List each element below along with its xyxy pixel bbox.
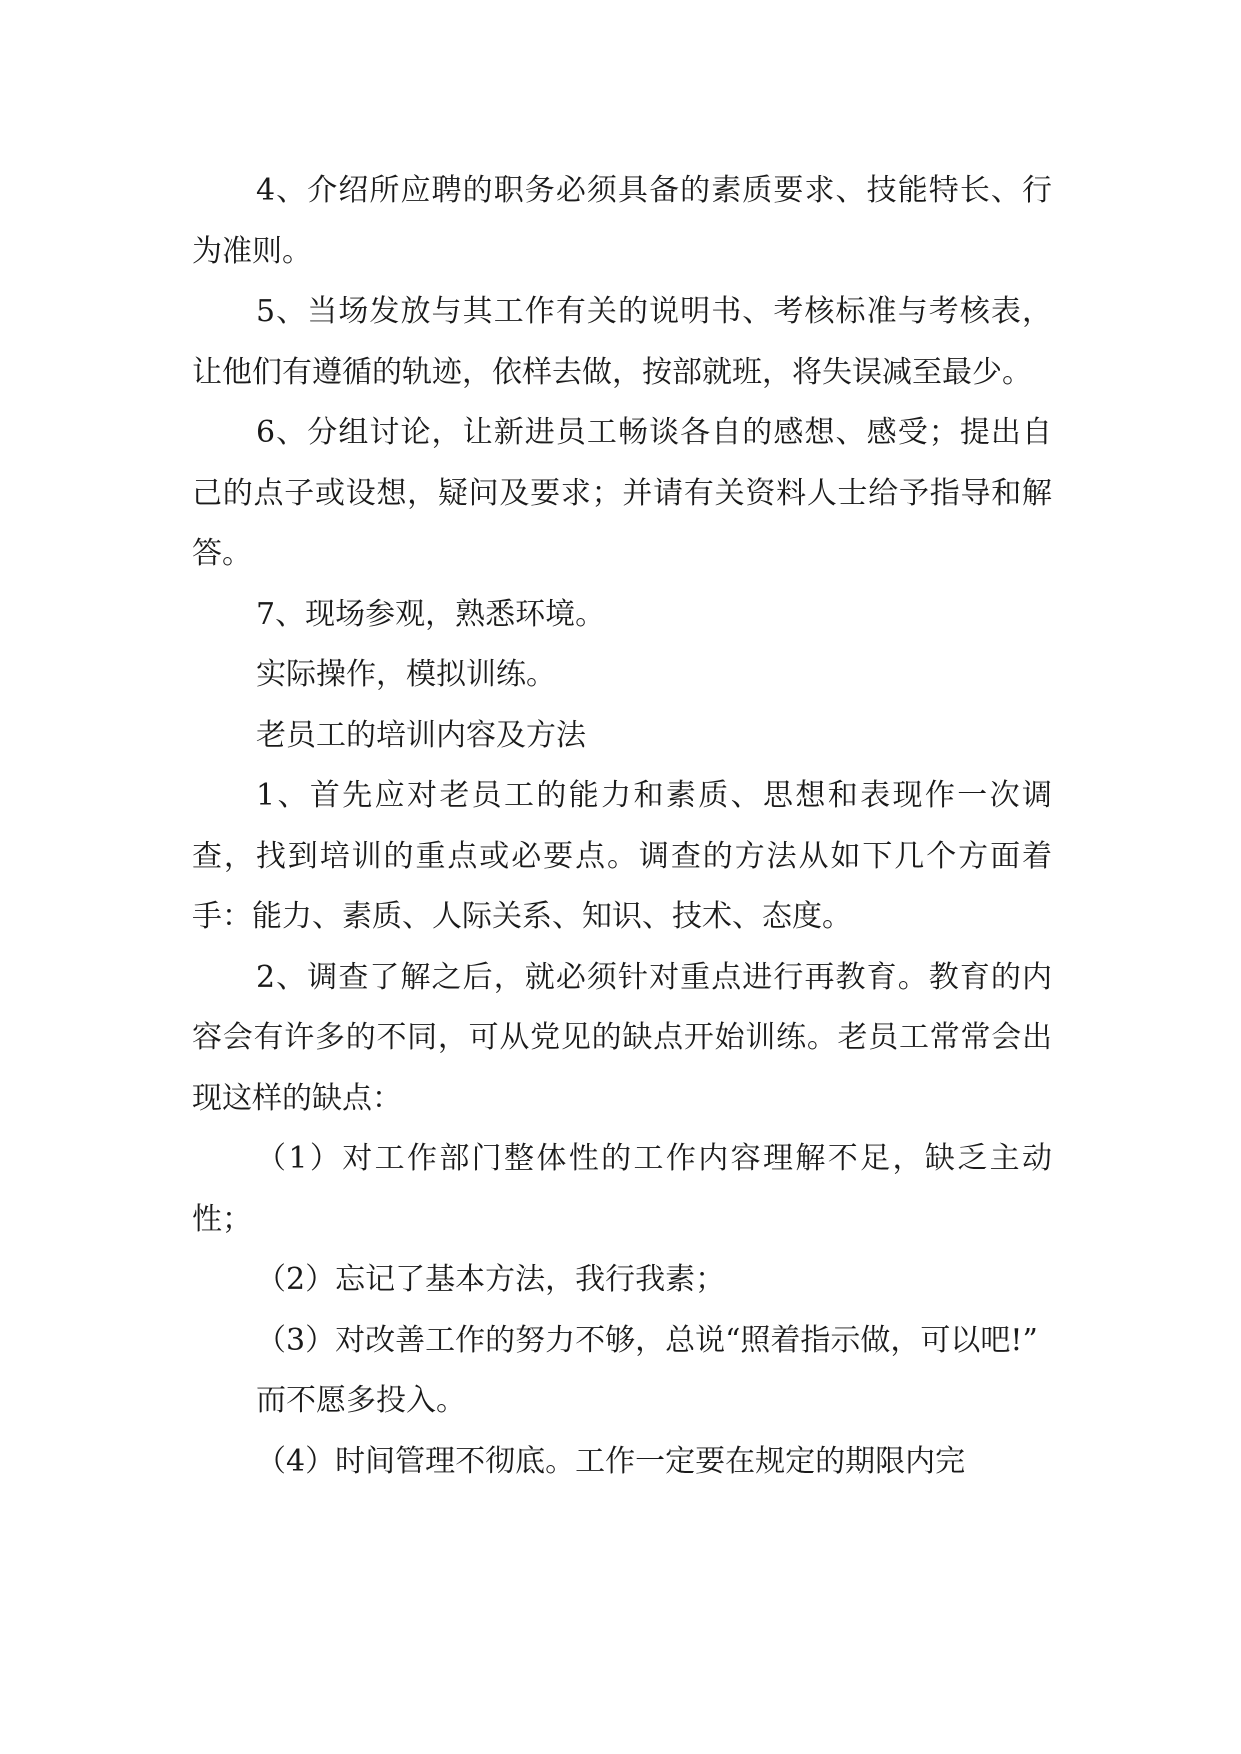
paragraph-veteran-1: 1、首先应对老员工的能力和素质、思想和表现作一次调查，找到培训的重点或必要点。调查的方法从如下几个方面着手：能力、素质、人际关系、知识、技术、态度。 — [192, 778, 1052, 934]
paragraph-item-5: 5、当场发放与其工作有关的说明书、考核标准与考核表，让他们有遵循的轨迹，依样去做，按部就班，将失误减至最少。 — [192, 294, 1052, 390]
paragraph-shortcoming-4: （4）时间管理不彻底。工作一定要在规定的期限内完 — [256, 1443, 966, 1479]
document-body — [192, 161, 1052, 1492]
paragraph-item-4: 4、介绍所应聘的职务必须具备的素质要求、技能特长、行为准则。 — [192, 173, 1052, 269]
paragraph-shortcoming-3: （3）对改善工作的努力不够，总说“照着指示做，可以吧!” — [256, 1322, 1038, 1358]
paragraph-item-7: 7、现场参观，熟悉环境。 — [256, 596, 606, 632]
paragraph-continuation: 而不愿多投入。 — [256, 1383, 466, 1418]
paragraph-veteran-2: 2、调查了解之后，就必须针对重点进行再教育。教育的内容会有许多的不同，可从党见的缺点开始训练。老员工常常会出现这样的缺点： — [192, 959, 1052, 1116]
paragraph-shortcoming-2: （2）忘记了基本方法，我行我素； — [256, 1262, 726, 1297]
paragraph-item-6: 6、分组讨论，让新进员工畅谈各自的感想、感受；提出自己的点子或设想，疑问及要求；并请有关资料人士给予指导和解答。 — [192, 415, 1052, 571]
section-heading-veteran-training: 老员工的培训内容及方法 — [256, 717, 586, 753]
paragraph-practice: 实际操作，模拟训练。 — [256, 657, 556, 692]
paragraph-shortcoming-1: （1）对工作部门整体性的工作内容理解不足，缺乏主动性； — [192, 1141, 1052, 1237]
